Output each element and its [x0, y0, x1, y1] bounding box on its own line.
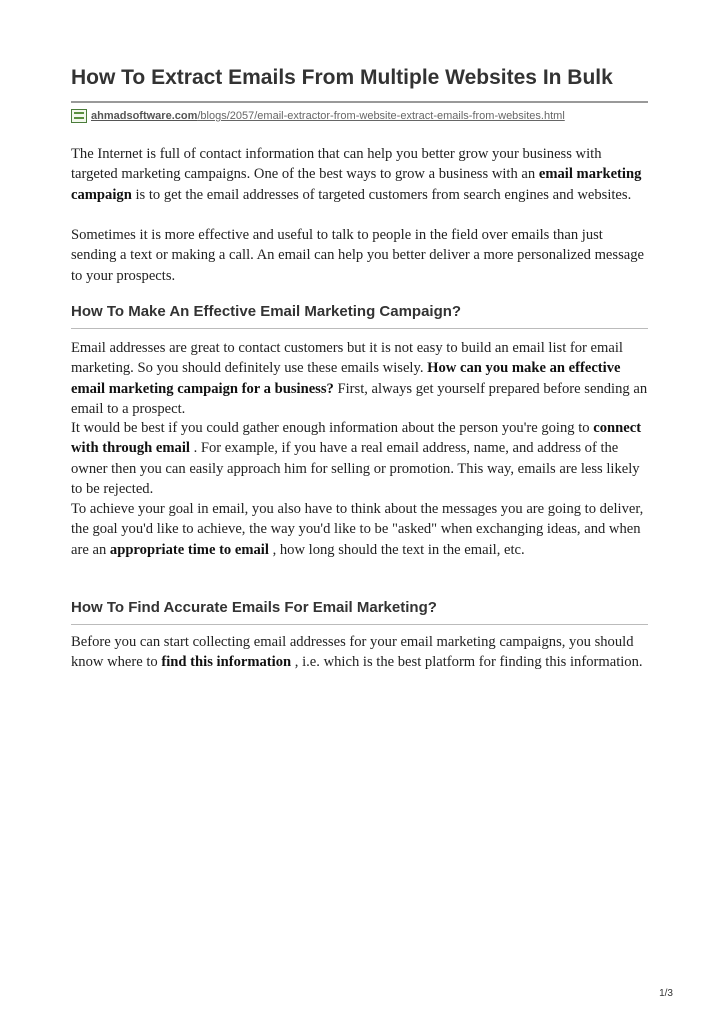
bold-phrase: connect with through email [71, 420, 642, 457]
text-run: is to get the email addresses of targeted customers from search engines and websites. [135, 186, 632, 203]
source-link[interactable] [71, 107, 565, 125]
text-run: Before you can start collecting email addresses for your email marketing campaigns, you should know where to [71, 634, 634, 671]
text-run: First, always get yourself prepared before sending an email to a prospect. [71, 380, 648, 418]
intro-paragraph-2: Sometimes it is more effective and useful to talk to people in the field over emails than just sending a text or making a call. An email can help you better deliver a more personalized message to your prospects. [71, 227, 645, 284]
section1-paragraph-3 [71, 499, 651, 560]
intro-paragraph-1 [71, 144, 651, 205]
section-divider [71, 624, 648, 625]
bold-phrase: email marketing campaign [71, 166, 642, 203]
bold-phrase: appropriate time to email [109, 541, 269, 558]
text-run: To achieve your goal in email, you also have to think about the messages you are going to deliver, the goal you'd like to achieve, the way you'd like to be "asked" when exchanging ideas, and when are an [71, 501, 644, 558]
source-domain[interactable]: ahmadsoftware.com [91, 110, 198, 122]
section1-paragraph-2 [71, 418, 651, 500]
title-divider [71, 101, 648, 103]
section-heading: How To Make An Effective Email Marketing Campaign? [71, 303, 462, 320]
page-number: 1/3 [659, 988, 673, 999]
section-divider [71, 328, 648, 329]
bold-phrase: find this information [161, 654, 292, 671]
section2-paragraph-1 [71, 632, 651, 673]
bold-phrase: How can you make an effective email marketing campaign for a business? [71, 360, 621, 397]
source-path[interactable]: /blogs/2057/email-extractor-from-website-extract-emails-from-websites.html [197, 110, 565, 122]
section1-paragraph-1 [71, 338, 651, 420]
section-heading: How To Find Accurate Emails For Email Marketing? [71, 599, 437, 616]
text-run: Email addresses are great to contact customers but it is not easy to build an email list for email marketing. So you should definitely use these emails wisely. [71, 340, 623, 377]
site-logo-icon [71, 109, 87, 123]
text-run: . For example, if you have a real email address, name, and address of the owner then you can easily approach him for selling or promotion. This way, emails are less likely to be rejected. [71, 440, 640, 498]
page-title: How To Extract Emails From Multiple Websites In Bulk [71, 66, 613, 89]
text-run: It would be best if you could gather enough information about the person you're going to [71, 420, 590, 436]
text-run: , i.e. which is the best platform for finding this information. [294, 654, 643, 671]
text-run: , how long should the text in the email, etc. [272, 541, 525, 558]
text-run: The Internet is full of contact information that can help you better grow your business with targeted marketing campaigns. One of the best ways to grow a business with an [71, 146, 602, 183]
